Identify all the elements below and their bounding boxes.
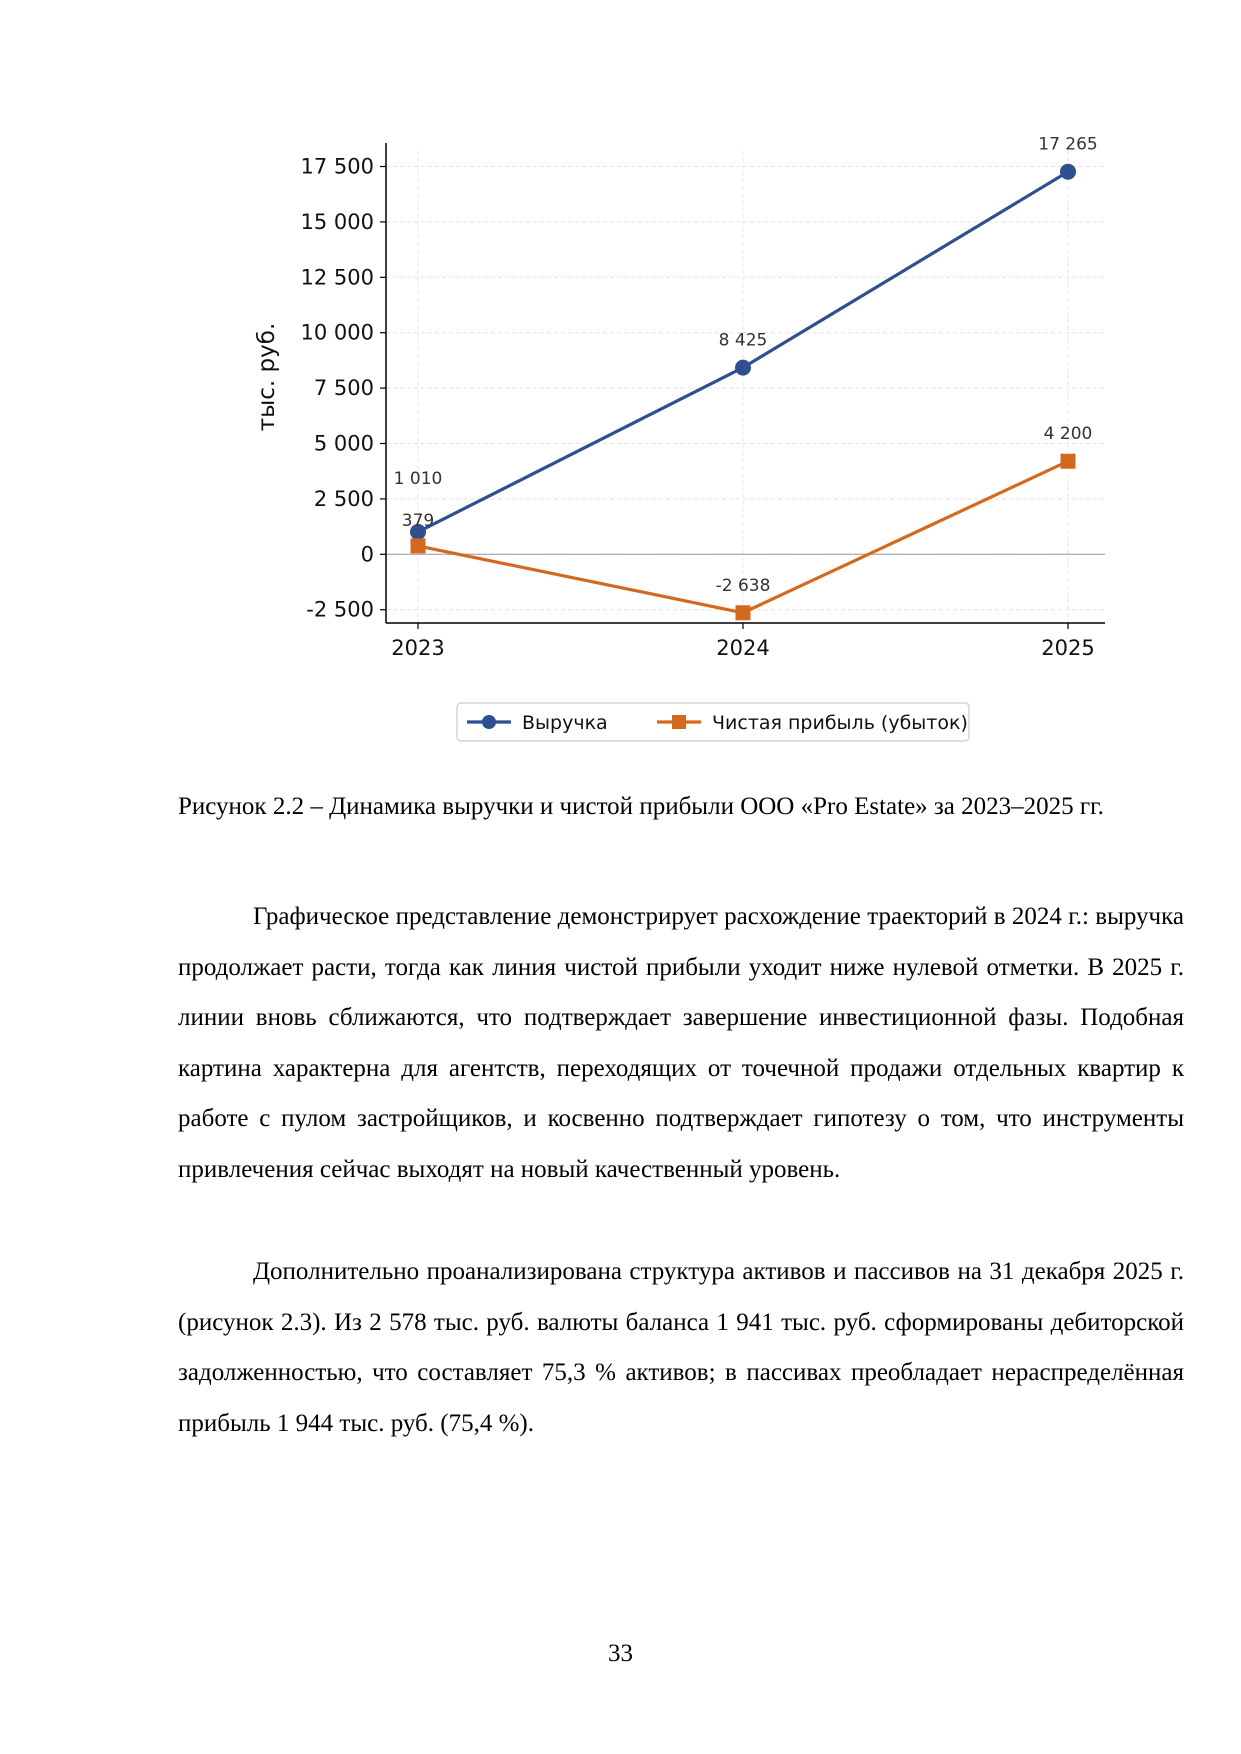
series-0-label-0: 1 010: [393, 468, 443, 489]
series-1-point-1: [736, 605, 751, 620]
series-0-label-1: 8 425: [718, 330, 768, 351]
x-tick-label-0: 2023: [391, 636, 445, 660]
series-0-point-1: [736, 360, 751, 375]
series-1-point-2: [1061, 454, 1076, 469]
series-1-label-2: 4 200: [1043, 424, 1093, 445]
x-tick-label-2: 2025: [1041, 636, 1095, 660]
x-tick-label-1: 2024: [716, 636, 770, 660]
series-line-0: [418, 172, 1068, 532]
y-tick-label-1: 0: [360, 542, 374, 567]
legend-marker-1: [672, 715, 686, 729]
series-0-point-2: [1061, 164, 1076, 179]
paragraph-1: Графическое представление демонстрирует расхождение траекторий в 2024 г.: выручка продолжает расти, тогда как линия чистой прибыли уходит ниже нулевой отметки. В 2025 г. линии вновь сближаются, что подтверждает завершение инвестиционной фазы. Подобная картина характерна для агентств, переходящих от точечной продажи отдельных квартир к работе с пулом застройщиков, и косвенно подтверждает гипотезу о том, что инструменты привлечения сейчас выходят на новый качественный уровень.: [178, 903, 1184, 1183]
y-tick-label-4: 7 500: [313, 376, 374, 401]
y-tick-label-5: 10 000: [300, 320, 374, 345]
series-1-point-0: [411, 538, 426, 553]
page-number: 33: [608, 1640, 633, 1667]
y-tick-label-6: 12 500: [300, 265, 374, 290]
legend-marker-0: [482, 715, 496, 729]
figure-caption: Рисунок 2.2 – Динамика выручки и чистой прибыли ООО «Pro Estate» за 2023–2025 гг.: [178, 793, 1104, 820]
series-1-label-1: -2 638: [715, 575, 771, 596]
series-0-label-2: 17 265: [1038, 134, 1098, 155]
revenue-profit-chart: [230, 128, 1130, 768]
paragraph-2: Дополнительно проанализирована структура активов и пассивов на 31 декабря 2025 г. (рисунок 2.3). Из 2 578 тыс. руб. валюты баланса 1 941 тыс. руб. сформированы дебиторской задолженностью, что составляет 75,3 % активов; в пассивах преобладает нераспределённая прибыль 1 944 тыс. руб. (75,4 %).: [178, 1258, 1184, 1437]
y-axis-label: тыс. руб.: [254, 322, 280, 432]
y-tick-label-8: 17 500: [300, 154, 374, 179]
legend-label-0: Выручка: [522, 712, 608, 734]
y-tick-label-7: 15 000: [300, 209, 374, 234]
y-tick-label-3: 5 000: [313, 431, 374, 456]
series-1-label-0: 379: [401, 510, 435, 531]
y-tick-label-2: 2 500: [313, 486, 374, 511]
legend-label-1: Чистая прибыль (убыток): [712, 712, 968, 734]
y-tick-label-0: -2 500: [306, 597, 374, 622]
